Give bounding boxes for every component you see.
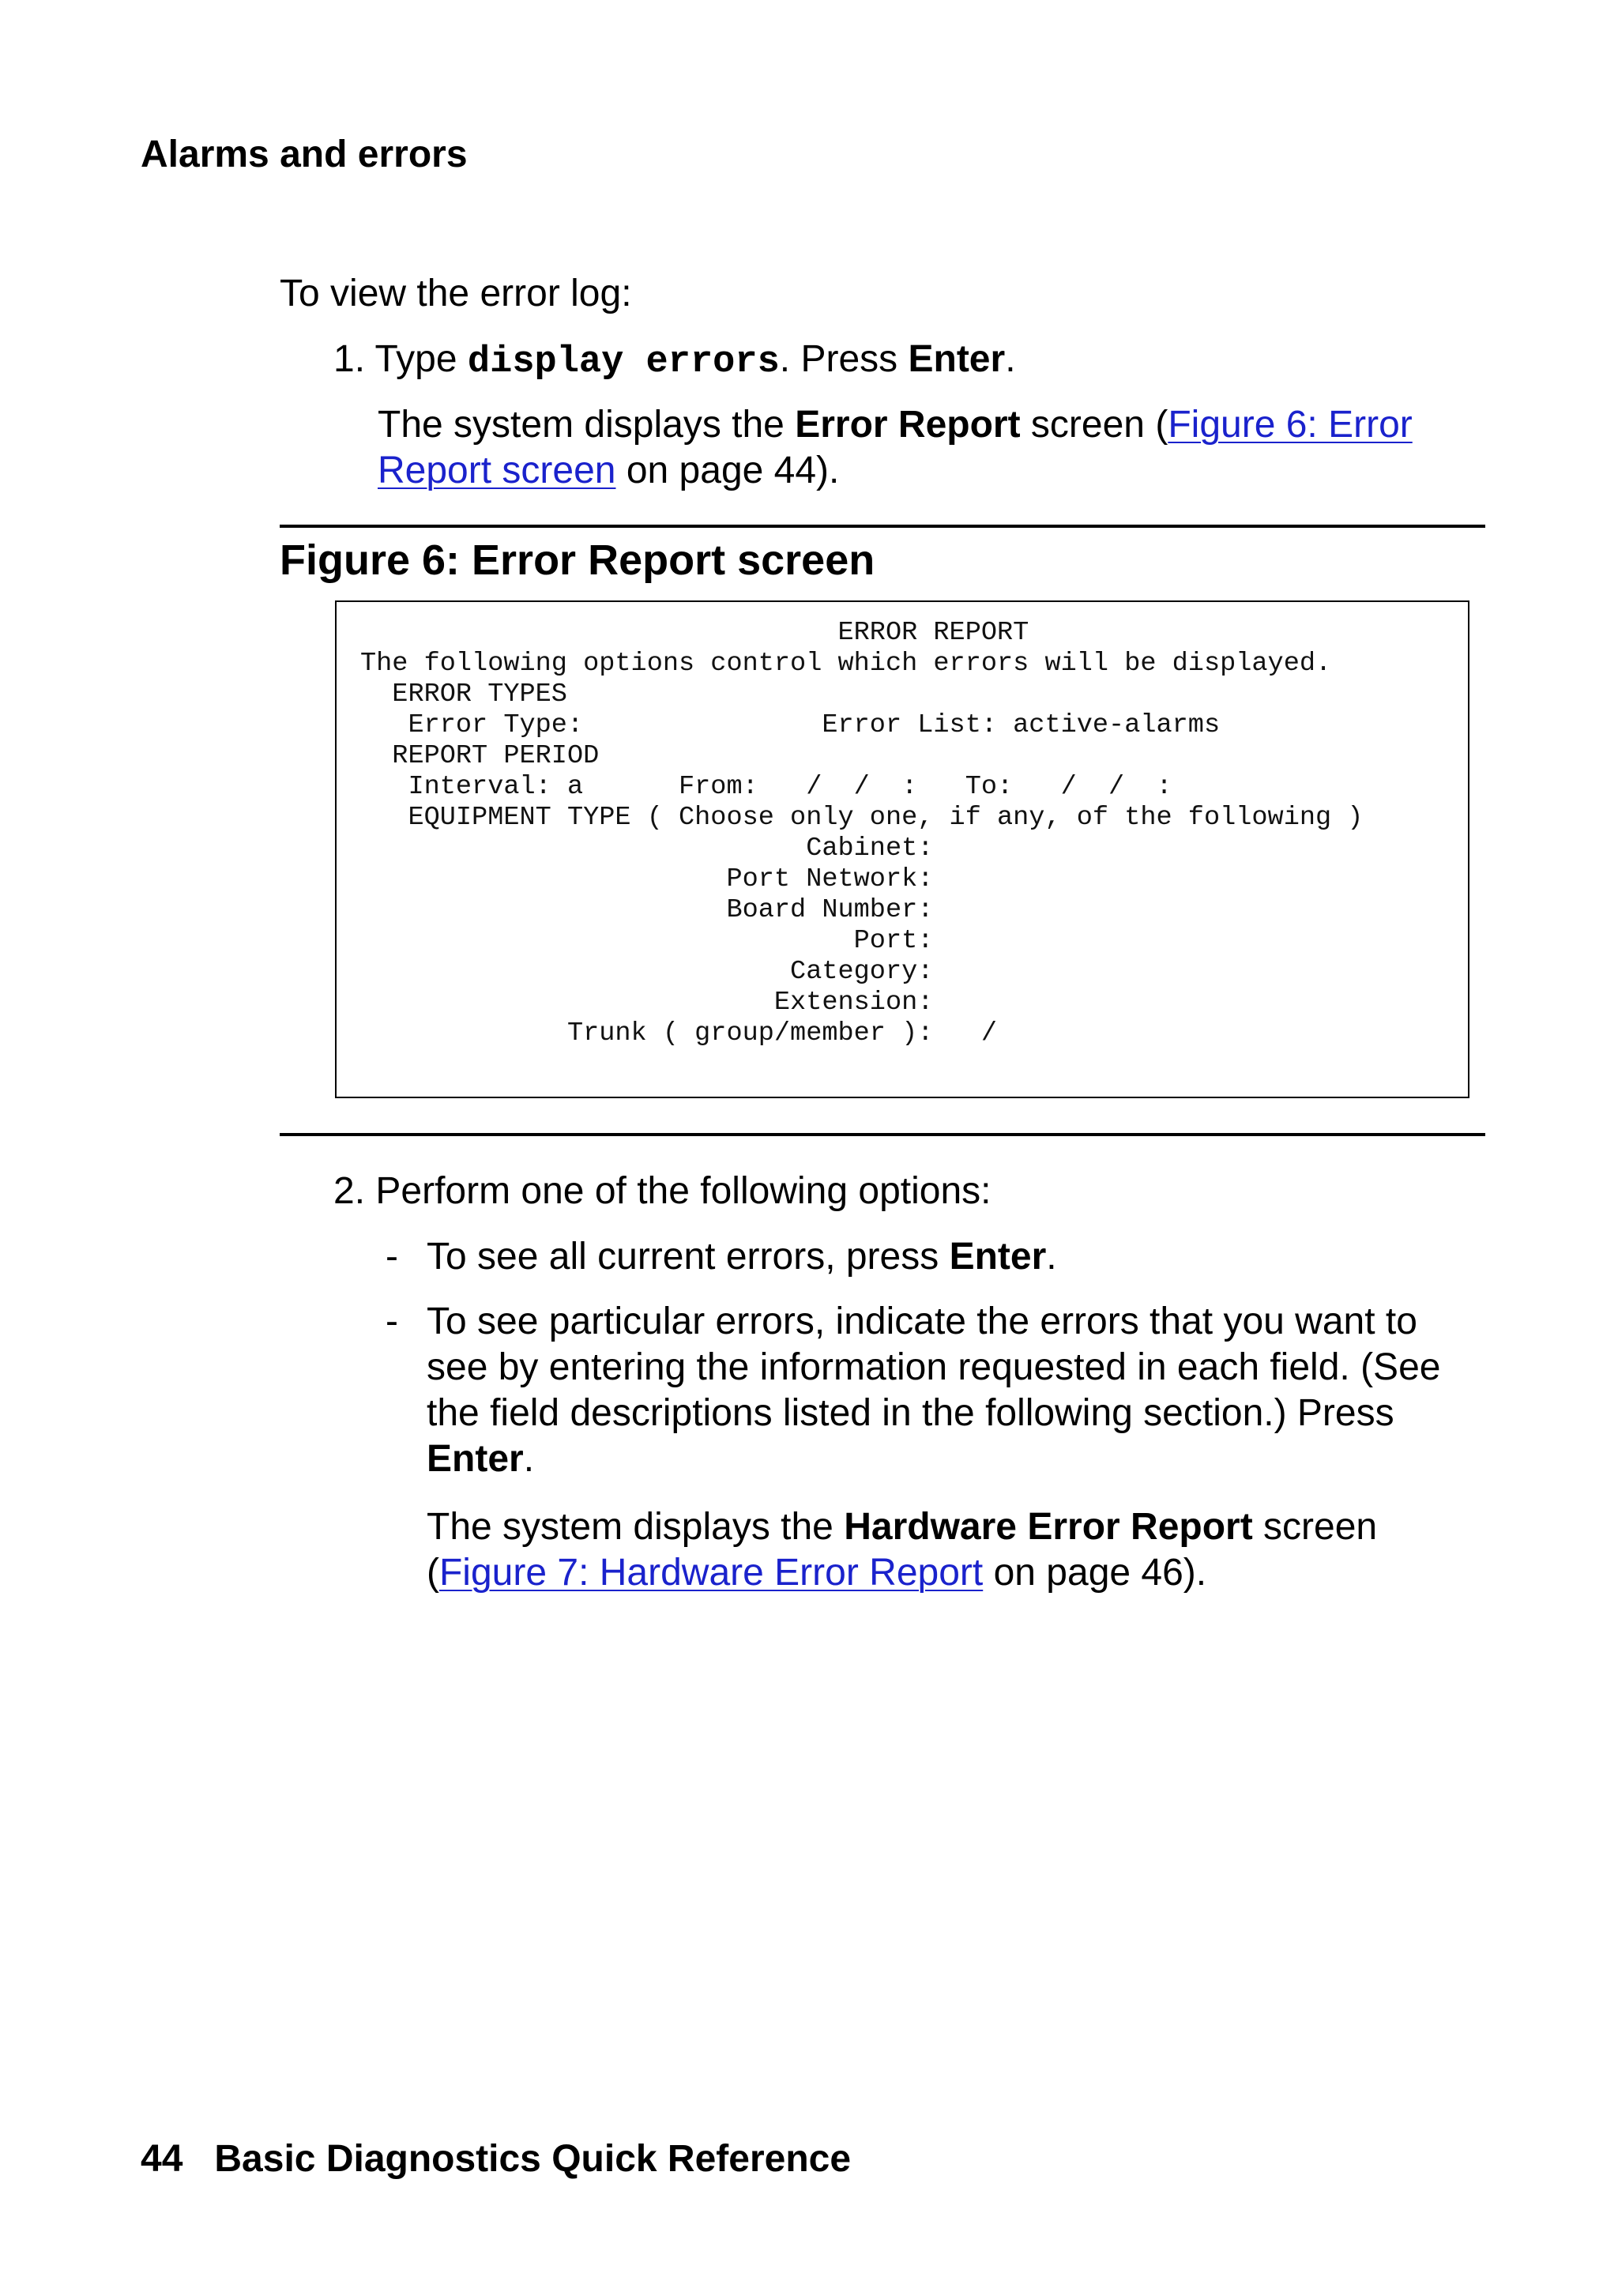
result-suffix: on page 44).	[615, 450, 840, 491]
figure-6-link-continued[interactable]: Report screen	[378, 450, 616, 491]
bullet-1	[386, 1234, 1057, 1280]
result-bold: Hardware Error Report	[844, 1506, 1253, 1548]
screen-line: Port:	[360, 926, 934, 956]
screen-line: Error Type: Error List: active-alarms	[360, 710, 1221, 740]
figure-6-link[interactable]: Figure 6: Error	[1168, 404, 1413, 446]
step-2-number: 2.	[333, 1170, 366, 1212]
screen-line: The following options control which errors will be displayed.	[360, 649, 1332, 679]
result-prefix: The system displays the	[378, 404, 796, 446]
bullet-1-end: .	[1046, 1236, 1057, 1278]
result-open: (	[427, 1552, 439, 1594]
step-1-type-word: Type	[374, 338, 457, 380]
step-1-end: .	[1005, 338, 1016, 380]
step-1-result	[378, 402, 1413, 494]
bullet-2-line-4	[386, 1436, 1440, 1482]
bullet-2	[386, 1299, 1440, 1482]
bullet-1-key: Enter	[949, 1236, 1047, 1278]
step-2-result-line-2	[427, 1550, 1377, 1596]
figure-top-rule	[280, 525, 1485, 528]
screen-line: Cabinet:	[360, 834, 934, 864]
step-1-result-line-1	[378, 402, 1413, 448]
screen-line: ERROR REPORT	[360, 618, 1029, 648]
bullet-2-line-2: see by entering the information requested in each field. (See	[427, 1346, 1441, 1388]
step-1-number: 1.	[333, 338, 366, 380]
step-2-result-line-1	[427, 1504, 1377, 1550]
command-text: display errors	[467, 341, 780, 383]
screen-line: ERROR TYPES	[360, 679, 567, 710]
screen-line: Trunk ( group/member ): /	[360, 1018, 998, 1048]
error-report-screen	[335, 600, 1469, 1098]
result-suffix: on page 46).	[983, 1552, 1207, 1594]
result-mid: screen (	[1020, 404, 1168, 446]
screen-line: Port Network:	[360, 864, 934, 894]
bullet-2-key: Enter	[427, 1438, 524, 1480]
result-prefix: The system displays the	[427, 1506, 845, 1548]
screen-text	[360, 618, 1363, 1049]
enter-key-label: Enter	[908, 338, 1006, 380]
screen-line: Category:	[360, 957, 934, 987]
step-2-text: Perform one of the following options:	[375, 1170, 991, 1212]
screen-line: Interval: a From: / / : To: / / :	[360, 772, 1172, 802]
bullet-marker: -	[386, 1236, 398, 1278]
result-mid: screen	[1252, 1506, 1378, 1548]
bullet-2-end: .	[523, 1438, 535, 1480]
intro-text: To view the error log:	[280, 273, 632, 314]
figure-7-link[interactable]: Figure 7: Hardware Error Report	[438, 1552, 984, 1594]
step-1-result-line-2	[378, 448, 1413, 494]
page-number: 44	[141, 2138, 183, 2180]
bullet-1-text: To see all current errors, press	[427, 1236, 950, 1278]
bullet-marker: -	[386, 1300, 398, 1342]
step-1	[333, 337, 1016, 386]
step-2	[333, 1169, 991, 1214]
bullet-2-line-3: the field descriptions listed in the following section.) Press	[427, 1392, 1394, 1434]
result-bold: Error Report	[795, 404, 1021, 446]
figure-bottom-rule	[280, 1133, 1485, 1136]
page-footer	[141, 2137, 851, 2181]
bullet-2-line-1	[386, 1299, 1440, 1345]
step-1-after-command: . Press	[779, 338, 909, 380]
screen-line: EQUIPMENT TYPE ( Choose only one, if any, of the following )	[360, 803, 1364, 833]
book-title: Basic Diagnostics Quick Reference	[214, 2138, 852, 2180]
screen-line: REPORT PERIOD	[360, 741, 600, 771]
section-header: Alarms and errors	[141, 134, 468, 175]
step-2-result	[427, 1504, 1377, 1596]
figure-title: Figure 6: Error Report screen	[280, 536, 875, 584]
screen-line: Extension:	[360, 988, 934, 1018]
bullet-2-text-1: To see particular errors, indicate the errors that you want to	[427, 1300, 1417, 1342]
screen-line: Board Number:	[360, 895, 934, 925]
